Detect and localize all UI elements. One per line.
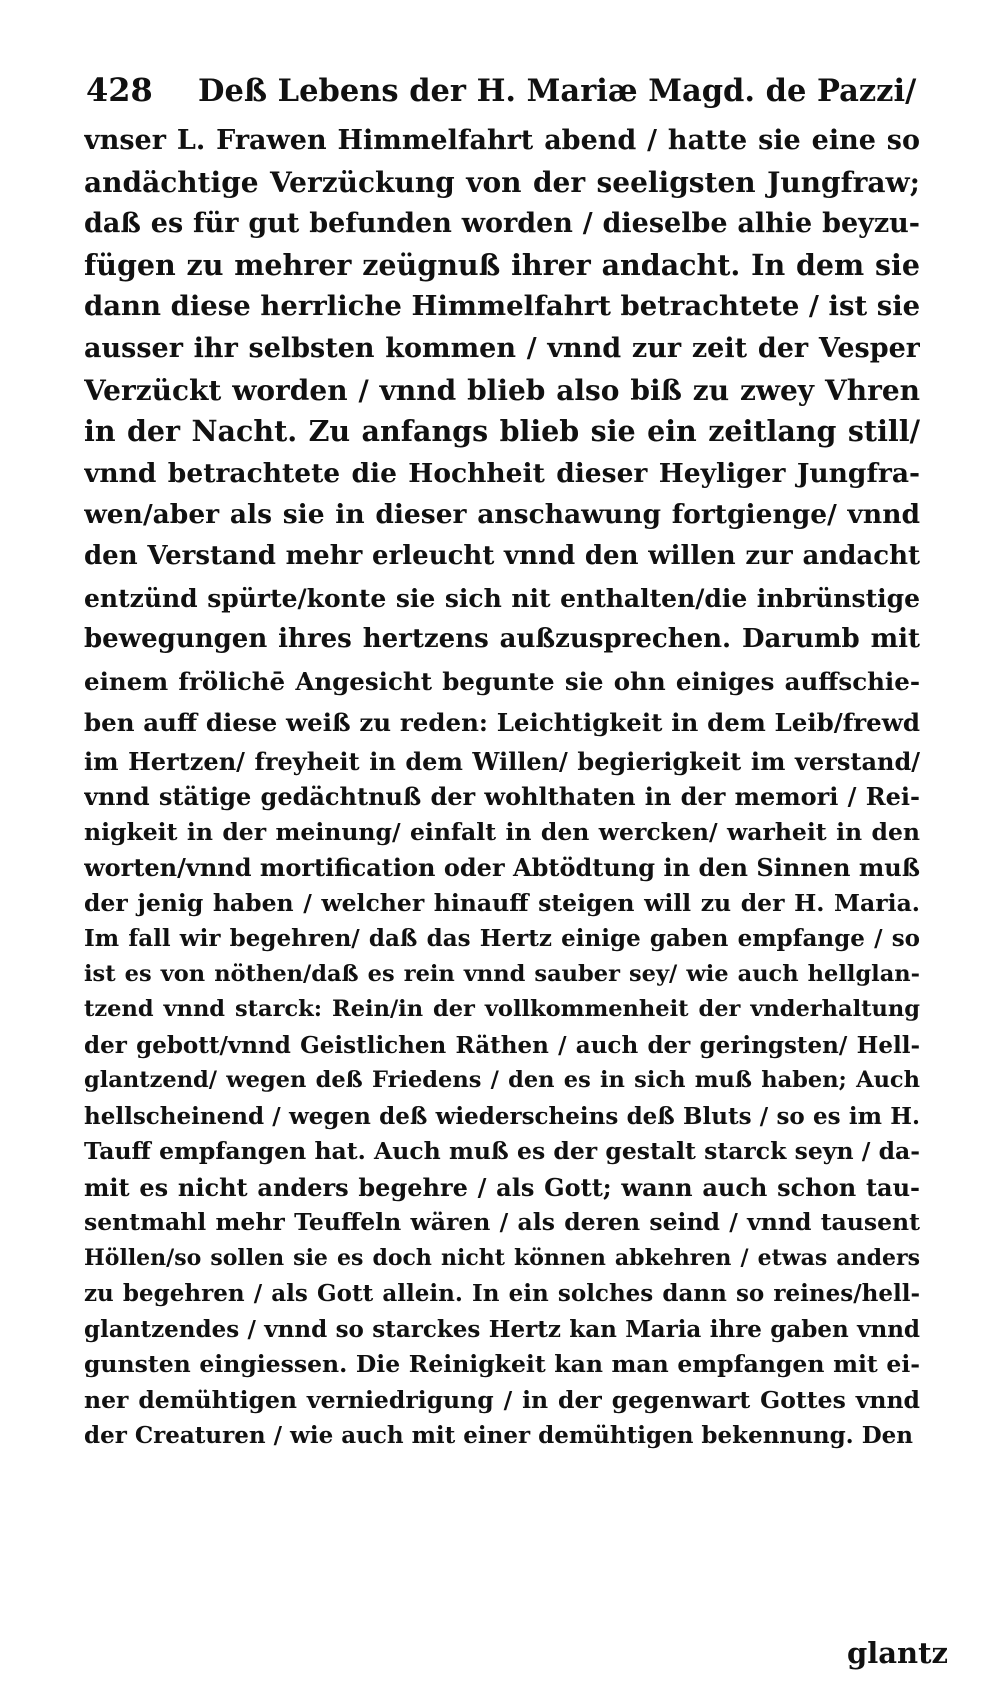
- text-line: der Creaturen / wie auch mit einer demühtigen bekennung. Den: [84, 1422, 913, 1450]
- text-line: gunsten eingiessen. Die Reinigkeit kan man empfangen mit ei-: [84, 1350, 920, 1379]
- text-line: daß es für gut befunden worden / dieselbe alhie beyzu-: [84, 208, 920, 240]
- text-line: entzünd spürte/konte sie sich nit enthalten/die inbrünstige: [84, 583, 920, 613]
- text-line: Höllen/so sollen sie es doch nicht können abkehren / etwas anders: [84, 1244, 920, 1271]
- text-line: ausser ihr selbsten kommen / vnnd zur zeit der Vesper: [84, 332, 920, 364]
- text-line: einem frölichē Angesicht begunte sie ohn einiges auffschie-: [84, 666, 920, 696]
- catchword: glantz: [846, 1636, 948, 1670]
- text-line: bewegungen ihres hertzens außzusprechen. Darumb mit: [84, 624, 920, 655]
- text-line: Im fall wir begehren/ daß das Hertz einige gaben empfange / so: [84, 925, 920, 953]
- text-line: glantzend/ wegen deß Friedens / den es in sich muß haben; Auch: [84, 1067, 920, 1094]
- page-number: 428: [86, 71, 153, 109]
- text-line: fügen zu mehrer zeügnuß ihrer andacht. In dem sie: [84, 247, 920, 282]
- text-line: Tauff empfangen hat. Auch muß es der gestalt starck seyn / da-: [84, 1137, 920, 1166]
- text-line: ben auff diese weiß zu reden: Leichtigkeit in dem Leib/frewd: [84, 708, 920, 738]
- text-line: mit es nicht anders begehre / als Gott; wann auch schon tau-: [84, 1172, 920, 1202]
- text-line: dann diese herrliche Himmelfahrt betrachtete / ist sie: [84, 290, 920, 323]
- text-line: glantzendes / vnnd so starckes Hertz kan Maria ihre gaben vnnd: [84, 1315, 920, 1343]
- text-line: sentmahl mehr Teuffeln wären / als deren seind / vnnd tausent: [84, 1208, 920, 1237]
- text-line: den Verstand mehr erleucht vnnd den willen zur andacht: [84, 540, 920, 571]
- text-line: wen/aber als sie in dieser anschawung fortgienge/ vnnd: [84, 499, 920, 531]
- text-line: in der Nacht. Zu anfangs blieb sie ein zeitlang still/: [84, 414, 920, 449]
- text-line: Verzückt worden / vnnd blieb also biß zu zwey Vhren: [84, 373, 920, 407]
- text-line: im Hertzen/ freyheit in dem Willen/ begierigkeit im verstand/: [84, 746, 920, 776]
- text-line: ner demühtigen verniedrigung / in der gegenwart Gottes vnnd: [84, 1385, 920, 1414]
- text-line: andächtige Verzückung von der seeligsten Jungfraw;: [84, 165, 920, 199]
- text-line: nigkeit in der meinung/ einfalt in den wercken/ warheit in den: [84, 817, 920, 846]
- text-line: der jenig haben / welcher hinauff steigen will zu der H. Maria.: [84, 888, 920, 917]
- text-line: zu begehren / als Gott allein. In ein solches dann so reines/hell-: [84, 1280, 920, 1308]
- text-line: hellscheinend / wegen deß wiederscheins deß Bluts / so es im H.: [84, 1102, 920, 1130]
- text-line: worten/vnnd mortification oder Abtödtung in den Sinnen muß: [84, 853, 920, 883]
- text-line: der gebott/vnnd Geistlichen Räthen / auch der geringsten/ Hell-: [84, 1031, 920, 1059]
- running-title: Deß Lebens der H. Mariæ Magd. de Pazzi/: [198, 73, 917, 109]
- text-line: vnnd betrachtete die Hochheit dieser Heyliger Jungfra-: [84, 457, 920, 489]
- body-text: [84, 120, 920, 1454]
- page-header: [86, 62, 916, 118]
- text-line: tzend vnnd starck: Rein/in der vollkommenheit der vnderhaltung: [84, 996, 920, 1023]
- text-line: vnnd stätige gedächtnuß der wohlthaten in der memori / Rei-: [84, 782, 920, 812]
- text-line: ist es von nöthen/daß es rein vnnd sauber sey/ wie auch hellglan-: [84, 960, 920, 987]
- text-line: vnser L. Frawen Himmelfahrt abend / hatte sie eine so: [84, 125, 920, 156]
